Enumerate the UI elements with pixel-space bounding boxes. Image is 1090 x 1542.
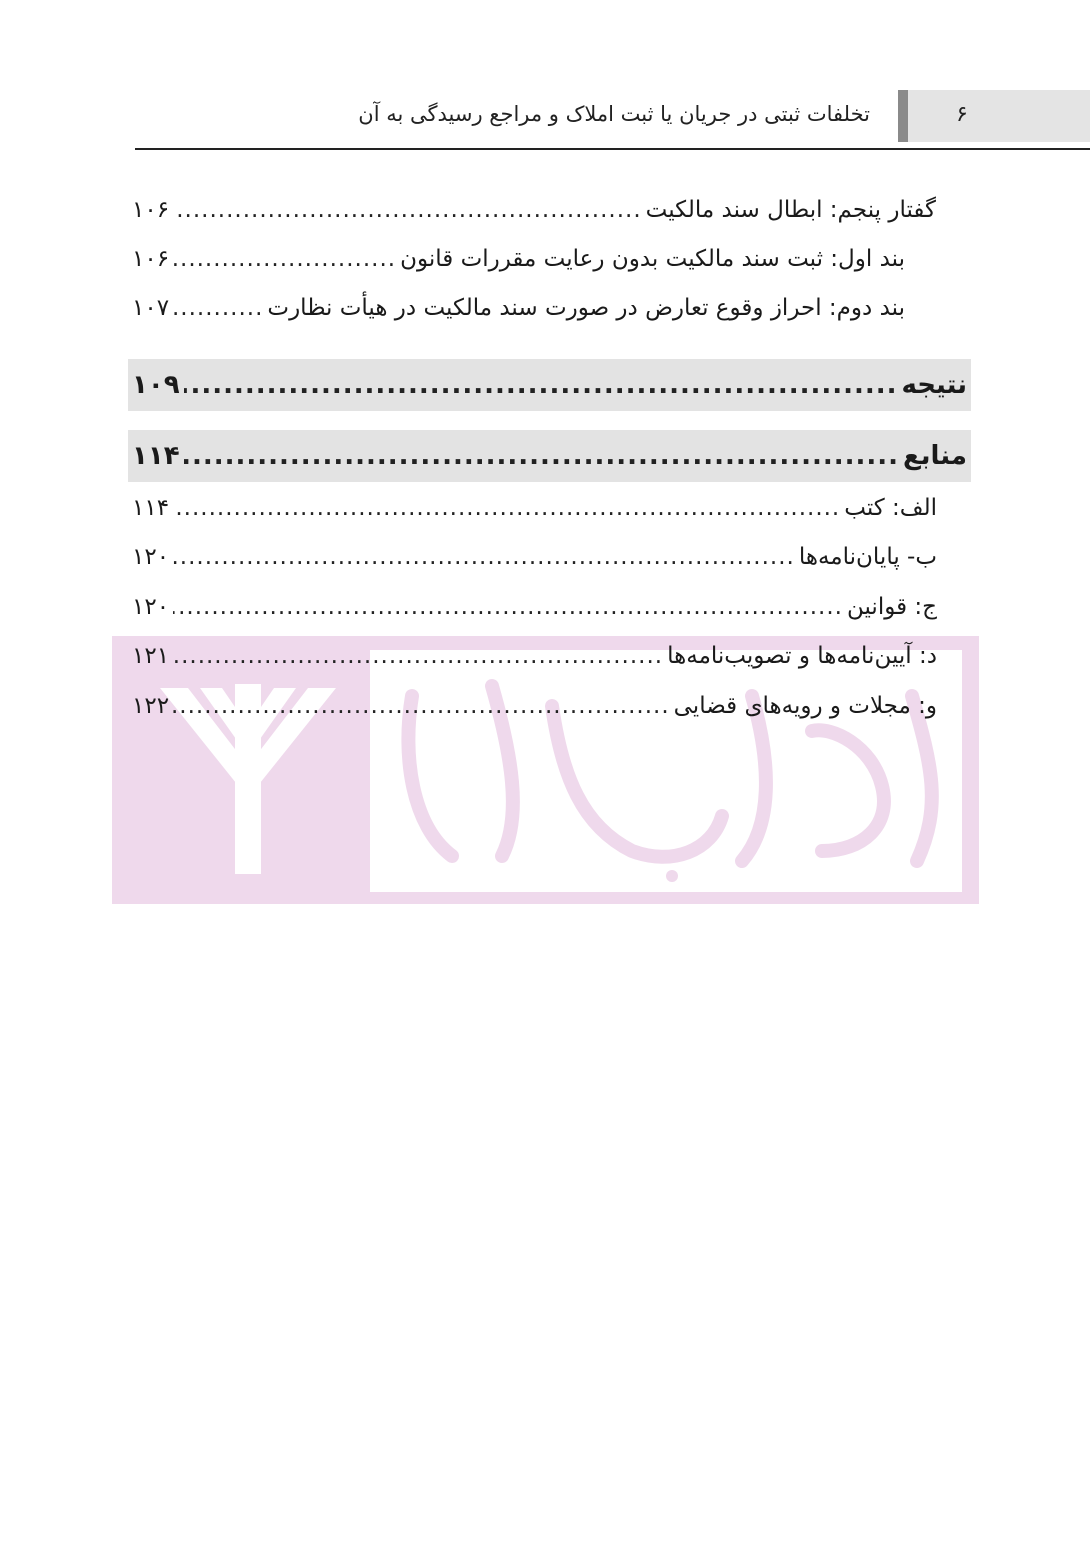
toc-entry-label: گفتار پنجم: ابطال سند مالکیت: [645, 197, 936, 223]
toc-entry-label: د: آیین‌نامه‌ها و تصویب‌نامه‌ها: [667, 643, 937, 669]
toc-entry[interactable]: [132, 634, 937, 678]
toc-entry-page: ۱۱۴: [132, 441, 180, 471]
toc-entry-label: ب- پایان‌نامه‌ها: [798, 544, 937, 570]
dot-leader: [184, 430, 899, 482]
dot-leader: [173, 684, 670, 728]
toc-entry-label: بند اول: ثبت سند مالکیت بدون رعایت مقررات قانون: [400, 246, 905, 272]
toc-entry-label: و: مجلات و رویه‌های قضایی: [673, 693, 937, 719]
toc-entry-label: الف: کتب: [844, 495, 937, 521]
page-number: ۶: [956, 102, 968, 127]
dot-leader: [173, 486, 840, 530]
dot-leader: [173, 535, 795, 579]
toc-entry-label: ج: قوانین: [846, 594, 937, 620]
dot-leader: [173, 237, 396, 281]
dot-leader: [173, 188, 642, 232]
toc-chapter-entry[interactable]: [128, 430, 971, 482]
toc-entry[interactable]: [132, 237, 905, 281]
toc-entry-page: ۱۲۰: [132, 594, 170, 620]
toc-entry-page: ۱۲۰: [132, 544, 170, 570]
toc-entry-page: ۱۰۶: [132, 197, 170, 223]
toc-entry-page: ۱۲۲: [132, 693, 170, 719]
toc-entry[interactable]: [132, 486, 937, 530]
dot-leader: [173, 286, 263, 330]
toc-entry-page: ۱۲۱: [132, 643, 170, 669]
toc-entry[interactable]: [132, 188, 936, 232]
toc-entry[interactable]: [132, 286, 905, 330]
toc-entry-page: ۱۰۷: [132, 295, 170, 321]
dot-leader: [173, 585, 843, 629]
running-title: تخلفات ثبتی در جریان یا ثبت املاک و مراجع رسیدگی به آن: [358, 102, 870, 126]
toc-entry-label: منابع: [903, 441, 967, 471]
toc-chapter-entry[interactable]: [128, 359, 971, 411]
toc-entry-page: ۱۰۶: [132, 246, 170, 272]
dot-leader: [184, 359, 898, 411]
toc-entry[interactable]: [132, 684, 937, 728]
dot-leader: [173, 634, 663, 678]
toc-entry-page: ۱۱۴: [132, 495, 170, 521]
toc-entry-label: بند دوم: احراز وقوع تعارض در صورت سند مالکیت در هیأت نظارت: [267, 295, 905, 321]
toc-entry[interactable]: [132, 585, 937, 629]
toc-entry[interactable]: [132, 535, 937, 579]
toc-entry-page: ۱۰۹: [132, 370, 180, 400]
toc-entry-label: نتیجه: [901, 370, 967, 400]
